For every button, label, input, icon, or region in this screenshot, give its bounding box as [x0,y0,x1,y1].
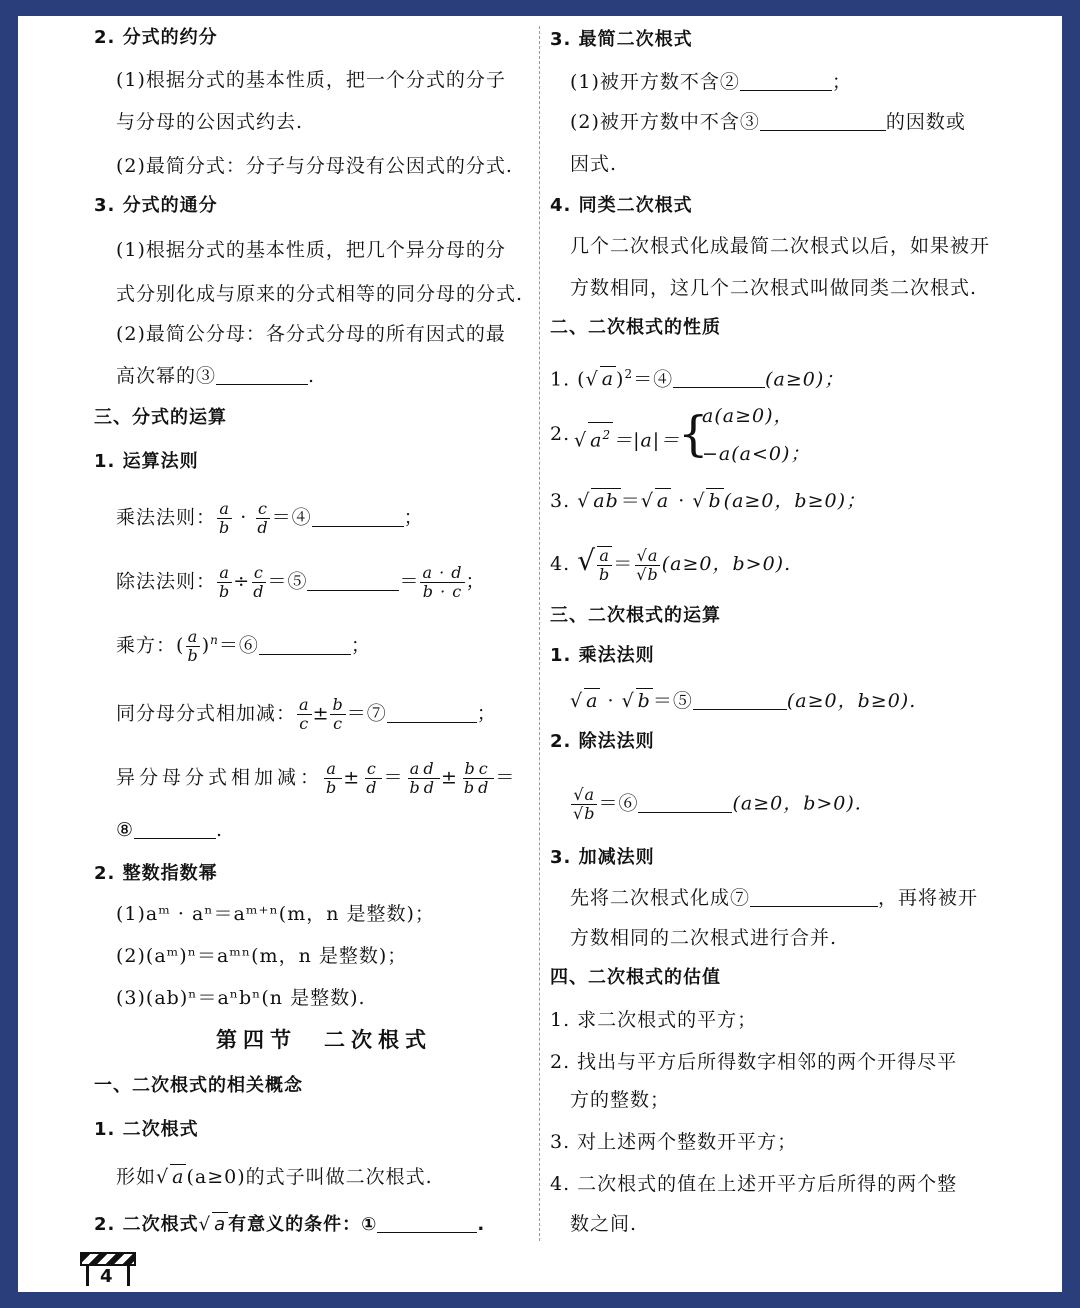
section-title: 第四节 二次根式 [216,1028,432,1052]
heading-common-denominator: 3. 分式的通分 [94,195,218,216]
property-1: 1. (√ a )$^2$＝④ (a≥0)； [550,367,845,391]
answer-blank[interactable] [259,634,351,655]
answer-blank[interactable] [693,689,787,710]
text-line: 4. 二次根式的值在上述开平方后所得的两个整 [550,1173,958,1195]
text-line: 因式. [570,153,618,175]
barrier-leg [127,1264,130,1286]
heading-radical-operations: 三、二次根式的运算 [550,605,721,626]
fill-blank-line: 高次幂的③ . [116,365,316,387]
definition-line: 形如√ a (a≥0)的式子叫做二次根式. [116,1166,433,1188]
property-4: 4. √ $\frac{a}{b}$ ＝ $\frac{√a}{√b}$ (a≥0，b>0). [550,544,792,584]
text-line: 式分别化成与原来的分式相等的同分母的分式. [116,283,524,305]
text-line: (1)被开方数不含② [570,71,740,93]
condition-text: (a≥0，b>0). [661,553,792,575]
text-line: 形如 [116,1166,157,1188]
fill-blank-line [570,886,978,910]
rule-multiplication: 乘法法则： $\frac{a}{b}$ · $\frac{c}{d}$ ＝④ ； [116,499,424,537]
text-line: 方的整数； [570,1089,671,1111]
answer-blank[interactable] [638,792,732,813]
heading-like-radicals: 4. 同类二次根式 [550,195,693,216]
answer-blank[interactable] [750,886,878,907]
page: 2. 分式的约分 (1)根据分式的基本性质，把一个分式的分子 与分母的公因式约去. (2)最简分式：分子与分母没有公因式的分式. 3. 分式的通分 (1)根据分式的基本性质，把几个异分母的分 式分别化成与原来的分式相等的同分母的分式. (2)最简公分母：各分式分母的所有因式的最 高次幂的③ . 三、分式的运算 1. 运算法则 乘法法则： $\frac{a}{b}$ · $\frac{c}{d}$ ＝④ ； 除法法则： $\frac{a}{b}$ ÷ $\frac{c}{d}$ ＝⑤ ＝ $\frac{a \cdot d}{b \cdot c}$ ； 乘方：( $\frac{a}{b}$ )$^n$＝⑥ ； 同分母分式相加减： $\frac{a}{c}$ ± $\frac{b}{c}$ ＝⑦ ； 异分母分式相加减： $\frac{a}{b}$ ± $\frac{c}{d}$ ＝ $\frac{ad}{bd}$ ± $\frac{bc}{bd}$ ＝ ⑧ . 2. 整数指数幂 (1)aᵐ · aⁿ＝aᵐ⁺ⁿ(m，n 是整数)； (2)(aᵐ)ⁿ＝aᵐⁿ(m，n 是整数)； (3)(ab)ⁿ＝aⁿbⁿ(n 是整数). 第四节 二次根式 一、二次根式的相关概念 1. 二次根式 形如√ a (a≥0)的式子叫做二次根式. 2. 二次根式√ a 有意义的条件：① . 3. 最简二次根式 (1)被开方数不含② ； (2)被开方数中不含③ 的因数或 因式. 4. 同类二次根式 几个二次根式化成最简二次根式以后，如果被开 方数相同，这几个二次根式叫做同类二次根式. 二、二次根式的性质 1. (√ a )$^2$＝④ (a≥0)； 2. √ $a^2 =|a|=$ { a(a≥0)， −a(a<0)； 3. √ ab ＝√ a · √ b (a≥0，b≥0)； 4. √ $\frac{a}{b}$ ＝ $\frac{√a}{√b}$ (a≥0，b>0). 三、二次根式的运算 1. 乘法法则 √ a · √ b ＝⑤ (a≥0，b≥0). 2. 除法法则 $\frac{√a}{√b}$ ＝⑥ (a≥0，b>0). 3. 加减法则 先将二次根式化成⑦ ，再将被开 方数相同的二次根式进行合并. 四、二次根式的估值 1. 求二次根式的平方； 2. 找出与平方后所得数字相邻的两个开得尽平 方的整数； 3. 对上述两个整数开平方； 4. 二次根式的值在上述开平方后所得的两个整 数之间. 4 [18,16,1062,1292]
circled-number: ⑥ [238,634,259,657]
text-line: (1)根据分式的基本性质，把一个分式的分子 [116,69,506,91]
exponent-rule: (2)(aᵐ)ⁿ＝aᵐⁿ(m，n 是整数)； [116,945,408,967]
page-number: 4 [100,1266,113,1287]
text-line: (a≥0)的式子叫做二次根式. [186,1166,433,1188]
fill-blank-line [570,110,966,134]
circled-number: ＝⑤ [652,690,693,712]
circled-number: ⑦ [366,702,387,725]
heading-radical-multiplication: 1. 乘法法则 [550,645,655,666]
case-text: a(a≥0)， [702,405,794,427]
heading-simplest-radical: 3. 最简二次根式 [550,29,693,50]
division-rule: $\frac{√a}{√b}$ ＝⑥ (a≥0，b>0). [573,785,862,823]
text-line: (1)根据分式的基本性质，把几个异分母的分 [116,239,506,261]
heading-rules: 1. 运算法则 [94,451,199,472]
barrier-leg [86,1264,89,1286]
item-number: 3. [550,490,571,512]
fill-blank-line: ⑧ . [116,819,224,841]
text-line: 3. 对上述两个整数开平方； [550,1131,798,1153]
rule-label: 乘方： [116,634,177,657]
exponent-rule: (3)(ab)ⁿ＝aⁿbⁿ(n 是整数). [116,987,366,1009]
text-line: 数之间. [570,1213,638,1235]
text-line: 1. 求二次根式的平方； [550,1009,758,1031]
answer-blank[interactable] [387,702,477,723]
text-line: ，再将被开 [878,887,979,909]
text-line: 与分母的公因式约去. [116,111,304,133]
heading-fraction-reduction: 2. 分式的约分 [94,27,218,48]
heading-radical-properties: 二、二次根式的性质 [550,317,721,338]
heading-integer-exponents: 2. 整数指数幂 [94,863,218,884]
heading-radical-concepts: 一、二次根式的相关概念 [94,1075,303,1096]
text-line: 方数相同，这几个二次根式叫做同类二次根式. [570,277,978,299]
condition-text: (a≥0，b>0). [732,792,862,815]
heading-quadratic-radical: 1. 二次根式 [94,1119,199,1140]
rule-label: 除法法则： [116,570,217,593]
text-line: 2. 找出与平方后所得数字相邻的两个开得尽平 [550,1051,958,1073]
case-text: −a(a<0)； [702,443,811,465]
rule-label: 异分母分式相加减： [116,766,324,789]
condition-text: (a≥0)； [765,368,845,391]
condition-line: 2. 二次根式√ a 有意义的条件：① . [94,1214,486,1235]
rule-power: 乘方：( $\frac{a}{b}$ )$^n$＝⑥ ； [116,627,371,665]
heading-radical-add-subtract: 3. 加减法则 [550,847,655,868]
text-line: (2)最简分式：分子与分母没有公因式的分式. [116,155,513,177]
circled-number: ＝④ [633,368,674,391]
abs-expression: ＝|a|＝ [613,429,681,452]
rule-division: 除法法则： $\frac{a}{b}$ ÷ $\frac{c}{d}$ ＝⑤ ＝ $\frac{a \cdot d}{b \cdot c}$ ； [116,563,486,601]
rule-same-denominator: 同分母分式相加减： $\frac{a}{c}$ ± $\frac{b}{c}$ ＝⑦ ； [116,695,497,733]
text-line: 几个二次根式化成最简二次根式以后，如果被开 [570,235,991,257]
circled-number: ④ [291,506,312,529]
rule-label: 乘法法则： [116,506,217,529]
text-line: (2)最简公分母：各分式分母的所有因式的最 [116,323,506,345]
brace-icon: { [678,406,710,462]
rule-label: 同分母分式相加减： [116,702,297,725]
text-line: 的因数或 [885,111,966,133]
condition-text: (a≥0，b≥0). [786,690,917,712]
answer-blank[interactable] [134,818,216,839]
heading-radical-division: 2. 除法法则 [550,731,655,752]
multiplication-rule: √ a · √ b ＝⑤ (a≥0，b≥0). [570,690,917,712]
text-line: 2. 二次根式 [94,1214,199,1235]
answer-blank[interactable] [216,364,308,385]
heading-radical-estimation: 四、二次根式的估值 [550,967,721,988]
fill-blank-line: (1)被开方数不含② ； [570,71,852,93]
property-3: 3. √ ab ＝√ a · √ b (a≥0，b≥0)； [550,490,866,512]
answer-blank[interactable] [740,70,832,91]
heading-fraction-operations: 三、分式的运算 [94,407,227,428]
text-line: 高次幂的③ [116,365,217,387]
text-line: 先将二次根式化成⑦ [570,887,751,909]
answer-blank[interactable] [673,367,765,388]
answer-blank[interactable] [760,110,886,131]
exponent-rule: (1)aᵐ · aⁿ＝aᵐ⁺ⁿ(m，n 是整数)； [116,903,435,925]
circled-number: ＝⑥ [598,792,639,815]
circled-number: ⑧ [116,819,135,841]
answer-blank[interactable] [312,506,404,527]
column-divider [539,26,540,1241]
page-number-badge [80,1252,136,1290]
condition-text: (a≥0，b≥0)； [723,490,866,512]
text-line: 有意义的条件：① [228,1214,378,1235]
item-number: 2. [550,423,571,445]
text-line: 方数相同的二次根式进行合并. [570,927,838,949]
item-number: 1. [550,368,571,391]
rule-different-denominator: 异分母分式相加减： $\frac{a}{b}$ ± $\frac{c}{d}$ ＝ $\frac{ad}{bd}$ ± $\frac{bc}{bd}$ ＝ [116,759,519,797]
text-line: (2)被开方数中不含③ [570,111,760,133]
item-number: 4. [550,553,571,575]
answer-blank[interactable] [307,570,399,591]
answer-blank[interactable] [377,1212,477,1233]
circled-number: ⑤ [287,570,308,593]
